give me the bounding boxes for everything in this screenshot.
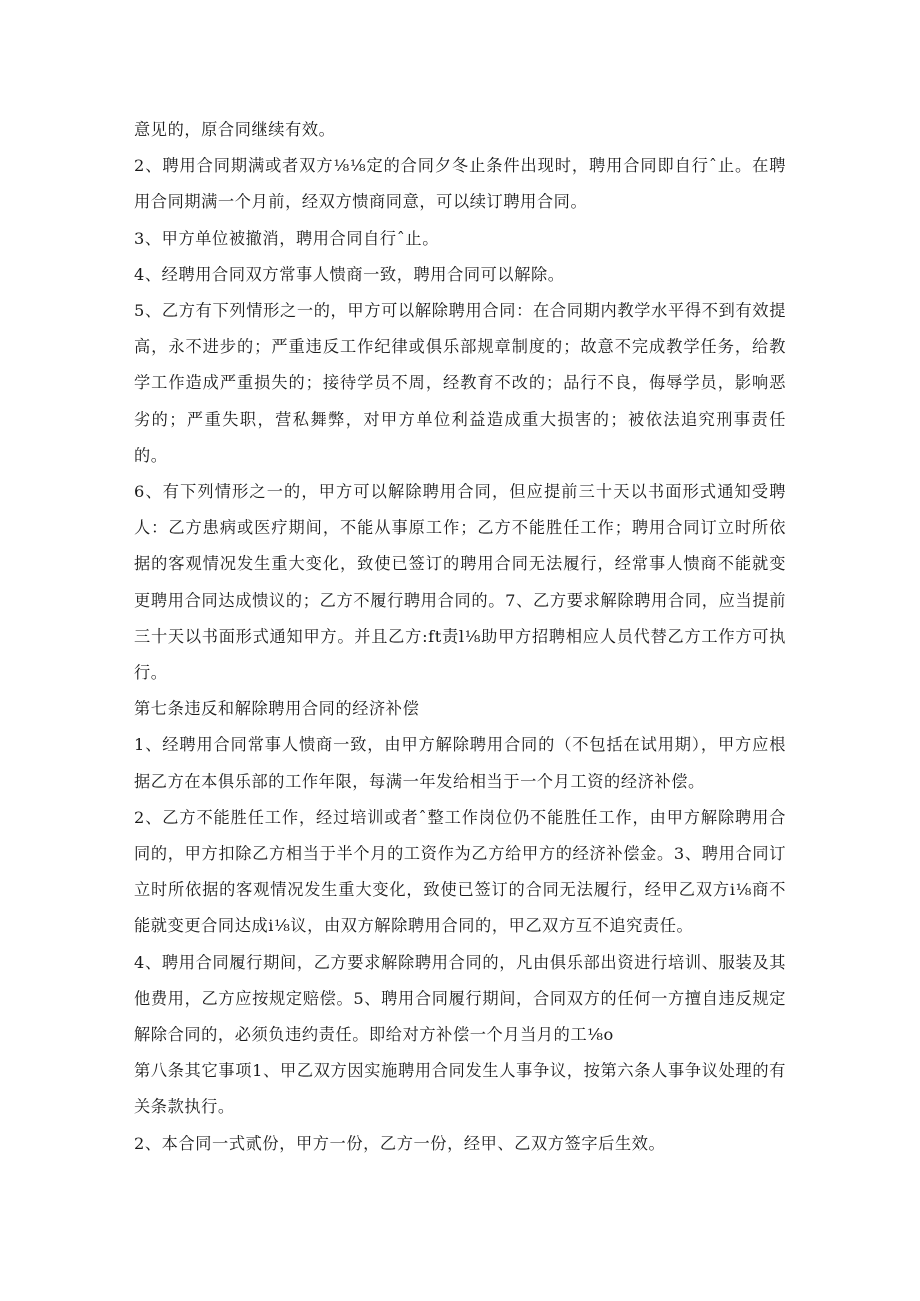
paragraph-article-7-clause-4-5: 4、聘用合同履行期间，乙方要求解除聘用合同的，凡由俱乐部出资进行培训、服装及其他费用，乙方应按规定赔偿。5、聘用合同履行期间，合同双方的任何一方擅自违反规定解除合同的，必须负违约责任。即给对方补偿一个月当月的工⅛o [134,952,786,1045]
paragraph-article-8-clause-2: 2、本合同一式贰份，甲方一份，乙方一份，经甲、乙双方签字后生效。 [134,1133,666,1153]
paragraph-article-7-clause-1: 1、经聘用合同常事人愦商一致，由甲方解除聘用合同的（不包括在试用期），甲方应根据乙方在本俱乐部的工作年限，每满一年发给相当于一个月工资的经济补偿。 [134,735,786,791]
paragraph-clause-5: 5、乙方有下列情形之一的，甲方可以解除聘用合同：在合同期内教学水平得不到有效提高，永不进步的；严重违反工作纪律或俱乐部规章制度的；故意不完成教学任务，给教学工作造成严重损失的；接待学员不周，经教育不改的；品行不良，侮辱学员，影响恶劣的；严重失职，营私舞弊，对甲方单位利益造成重大损害的；被依法追究刑事责任的。 [134,301,786,465]
section-heading-article-7: 第七条违反和解除聘用合同的经济补偿 [134,699,420,719]
paragraph-clause-2: 2、聘用合同期满或者双方⅛⅛定的合同夕冬止条件出现时，聘用合同即自行ˆ止。在聘用合同期满一个月前，经双方愦商同意，可以续订聘用合同。 [134,156,786,212]
paragraph-clause-3: 3、甲方单位被撤消，聘用合同自行ˆ止。 [134,228,439,248]
paragraph-continuation: 意见的，原合同继续有效。 [134,120,336,139]
paragraph-clause-6-7: 6、有下列情形之一的，甲方可以解除聘用合同，但应提前三十天以书面形式通知受聘人：乙方患病或医疗期间，不能从事原工作；乙方不能胜任工作；聘用合同订立时所依据的客观情况发生重大变化，致使已签订的聘用合同无法履行，经常事人愦商不能就变更聘用合同达成愦议的；乙方不履行聘用合同的。7、乙方要求解除聘用合同，应当提前三十天以书面形式通知甲方。并且乙方:ft责l⅛助甲方招聘相应人员代替乙方工作方可执行。 [134,482,786,683]
paragraph-clause-4: 4、经聘用合同双方常事人愦商一致，聘用合同可以解除。 [134,264,565,284]
contract-body [134,112,786,1162]
paragraph-article-7-clause-2-3: 2、乙方不能胜任工作，经过培训或者ˆ整工作岗位仍不能胜任工作，由甲方解除聘用合同的，甲方扣除乙方相当于半个月的工资作为乙方给甲方的经济补偿金。3、聘用合同订立时所依据的客观情况发生重大变化，致使已签订的合同无法履行，经甲乙双方i⅛商不能就变更合同达成i⅛议，由双方解除聘用合同的，甲乙双方互不追究责任。 [134,807,786,936]
paragraph-article-8-clause-1: 第八条其它事项1、甲乙双方因实施聘用合同发生人事争议，按第六条人事争议处理的有关条款执行。 [134,1061,786,1117]
